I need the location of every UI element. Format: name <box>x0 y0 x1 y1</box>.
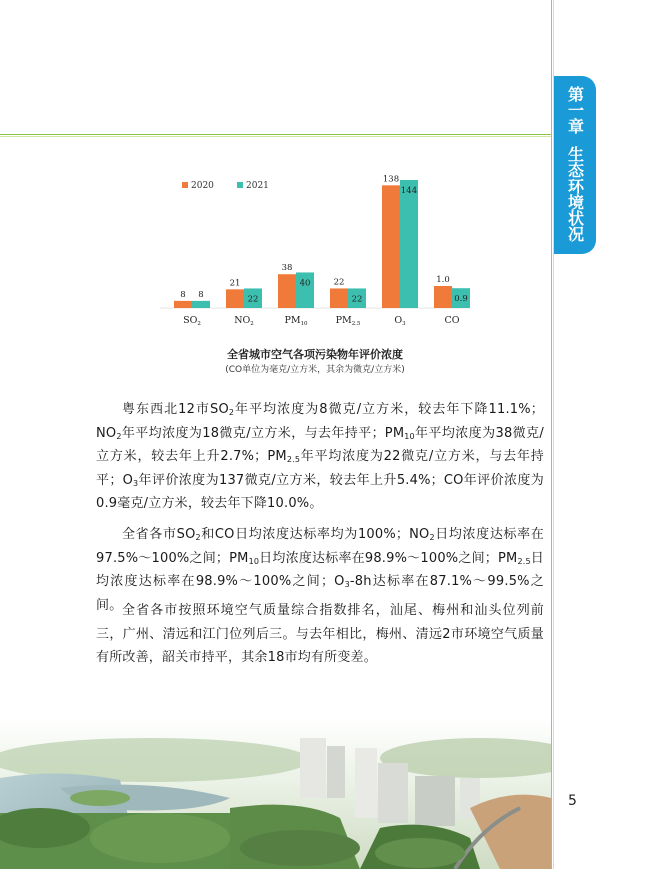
pollutant-bar-chart <box>160 170 470 340</box>
paragraph-1: 粤东西北12市$SO_2$年平均浓度为8微克/立方米，较去年下降11.1%；$NO_2$年平均浓度为18微克/立方米，与去年持平；$PM_{10}$年平均浓度为38微克/立方米，较去年上升2.7%；$PM_{2.5}$年平均浓度为22微克/立方米，与去年持平；$O_3$年评价浓度为137微克/立方米，较去年上升5.4%；CO年评价浓度为0.9毫克/立方米，较去年下降10.0%。 <box>96 402 544 511</box>
bar-NO2-2020 <box>226 289 244 308</box>
paragraph-3: 全省各市按照环境空气质量综合指数排名，汕尾、梅州和汕头位列前三，广州、清远和江门位列后三。与去年相比，梅州、清远2市环境空气质量有所改善，韶关市持平，其余18市均有所变差。 <box>96 603 544 665</box>
legend-label-2020: 2020 <box>191 181 214 191</box>
data-label-O3-2021: 144 <box>400 186 418 196</box>
bar-SO2-2021 <box>192 301 210 308</box>
page-border-line <box>551 0 552 869</box>
tick-label-SO2: $SO_2$ <box>183 315 201 327</box>
chapter-tab <box>554 76 596 254</box>
data-label-SO2-2021: 8 <box>198 289 204 300</box>
header-rule <box>0 134 551 135</box>
bar-PM2.5-2020 <box>330 288 348 308</box>
bar-PM10-2020 <box>278 274 296 308</box>
data-label-PM10-2020: 38 <box>281 263 293 274</box>
bar-SO2-2020 <box>174 301 192 308</box>
tick-label-O3: $O_3$ <box>394 315 406 327</box>
legend-swatch-2020 <box>182 182 188 188</box>
header-rule-inner <box>0 136 551 137</box>
chart-subtitle: (CO单位为毫克/立方米，其余为微克/立方米) <box>225 365 405 375</box>
legend-label-2021: 2021 <box>246 181 269 191</box>
data-label-PM10-2021: 40 <box>299 278 311 289</box>
data-label-NO2-2020: 21 <box>229 278 241 289</box>
tick-label-PM2.5: $PM_{2.5}$ <box>335 315 361 327</box>
tick-label-NO2: $NO_2$ <box>234 315 254 327</box>
chart-title: 全省城市空气各项污染物年评价浓度 <box>227 348 403 361</box>
chapter-number: 第一章 <box>565 86 585 134</box>
data-label-SO2-2020: 8 <box>180 289 186 300</box>
page-number: 5 <box>568 793 577 809</box>
city-landscape-photo <box>0 718 551 869</box>
legend-swatch-2021 <box>237 182 243 188</box>
data-label-CO-2020: 1.0 <box>436 275 450 285</box>
paragraph-2: 全省各市$SO_2$和CO日均浓度达标率均为100%；$NO_2$日均浓度达标率在97.5%～100%之间；$PM_{10}$日均浓度达标率在98.9%～100%之间；$PM_{2.5}$日均浓度达标率在98.9%～100%之间；$O_3-8h$达标率在87.1%～99.5%之间。 <box>96 527 544 613</box>
bar-CO-2020 <box>434 286 452 308</box>
data-label-PM2.5-2021: 22 <box>351 294 363 305</box>
tick-label-CO: CO <box>444 315 460 326</box>
chapter-title: 生态环境状况 <box>565 146 585 242</box>
data-label-NO2-2021: 22 <box>247 294 259 305</box>
bar-O3-2021 <box>400 180 418 308</box>
data-label-O3-2020: 138 <box>382 174 400 185</box>
bar-O3-2020 <box>382 185 400 308</box>
data-label-CO-2021: 0.9 <box>454 294 468 305</box>
tick-label-PM10: $PM_{10}$ <box>284 315 308 327</box>
data-label-PM2.5-2020: 22 <box>333 277 345 288</box>
